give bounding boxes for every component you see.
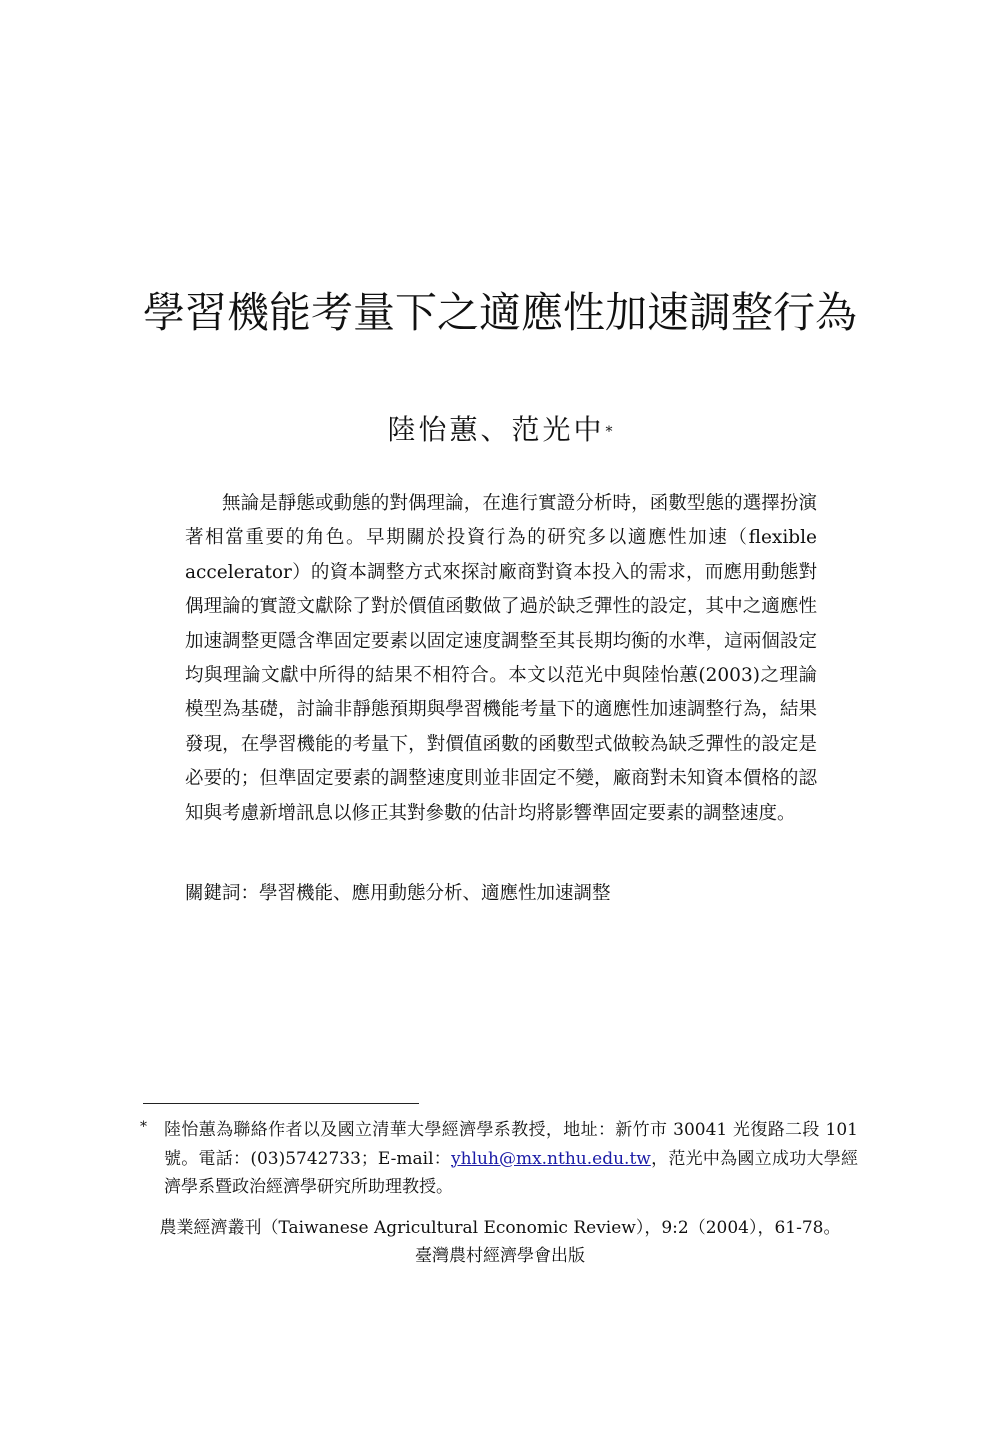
- keywords-label: 關鍵詞：: [185, 883, 260, 904]
- author-footnote-mark: *: [605, 424, 613, 440]
- author-footnote: [140, 1116, 858, 1202]
- email-link[interactable]: yhluh@mx.nthu.edu.tw: [451, 1148, 651, 1169]
- abstract-paragraph: 無論是靜態或動態的對偶理論，在進行實證分析時，函數型態的選擇扮演著相當重要的角色。早期關於投資行為的研究多以適應性加速（flexible accelerator）的資本調整方式來探討廠商對資本投入的需求，而應用動態對偶理論的實證文獻除了對於價值函數做了過於缺乏彈性的設定，其中之適應性加速調整更隱含準固定要素以固定速度調整至其長期均衡的水準，這兩個設定均與理論文獻中所得的結果不相符合。本文以范光中與陸怡蕙(2003)之理論模型為基礎，討論非靜態預期與學習機能考量下的適應性加速調整行為，結果發現，在學習機能的考量下，對價值函數的函數型式做較為缺乏彈性的設定是必要的；但準固定要素的調整速度則並非固定不變，廠商對未知資本價格的認知與考慮新增訊息以修正其對參數的估計均將影響準固定要素的調整速度。: [185, 493, 817, 824]
- footnote-mark: *: [140, 1119, 147, 1135]
- footnote-separator: [143, 1103, 419, 1104]
- footnote-text-after: ，范光中為國立成功大學經濟學系暨政治經濟學研究所助理教授。: [164, 1148, 858, 1197]
- author-names: 陸怡蕙、范光中: [387, 413, 605, 446]
- footnote-text-before: 陸怡蕙為聯絡作者以及國立清華大學經濟學系教授，地址：新竹市 30041 光復路二段 101 號。電話：(03)5742733；E-mail：: [164, 1120, 858, 1169]
- footnote-body: [164, 1116, 858, 1202]
- paper-title: 學習機能考量下之適應性加速調整行為: [142, 288, 857, 337]
- keywords-line: [185, 878, 817, 910]
- keywords-text: 學習機能、應用動態分析、適應性加速調整: [259, 883, 611, 904]
- journal-info: [0, 1214, 1000, 1270]
- author-line: [0, 405, 1000, 455]
- journal-citation: 農業經濟叢刊（Taiwanese Agricultural Economic Review），9:2（2004），61-78。: [159, 1218, 841, 1238]
- journal-publisher: 臺灣農村經濟學會出版: [415, 1246, 585, 1266]
